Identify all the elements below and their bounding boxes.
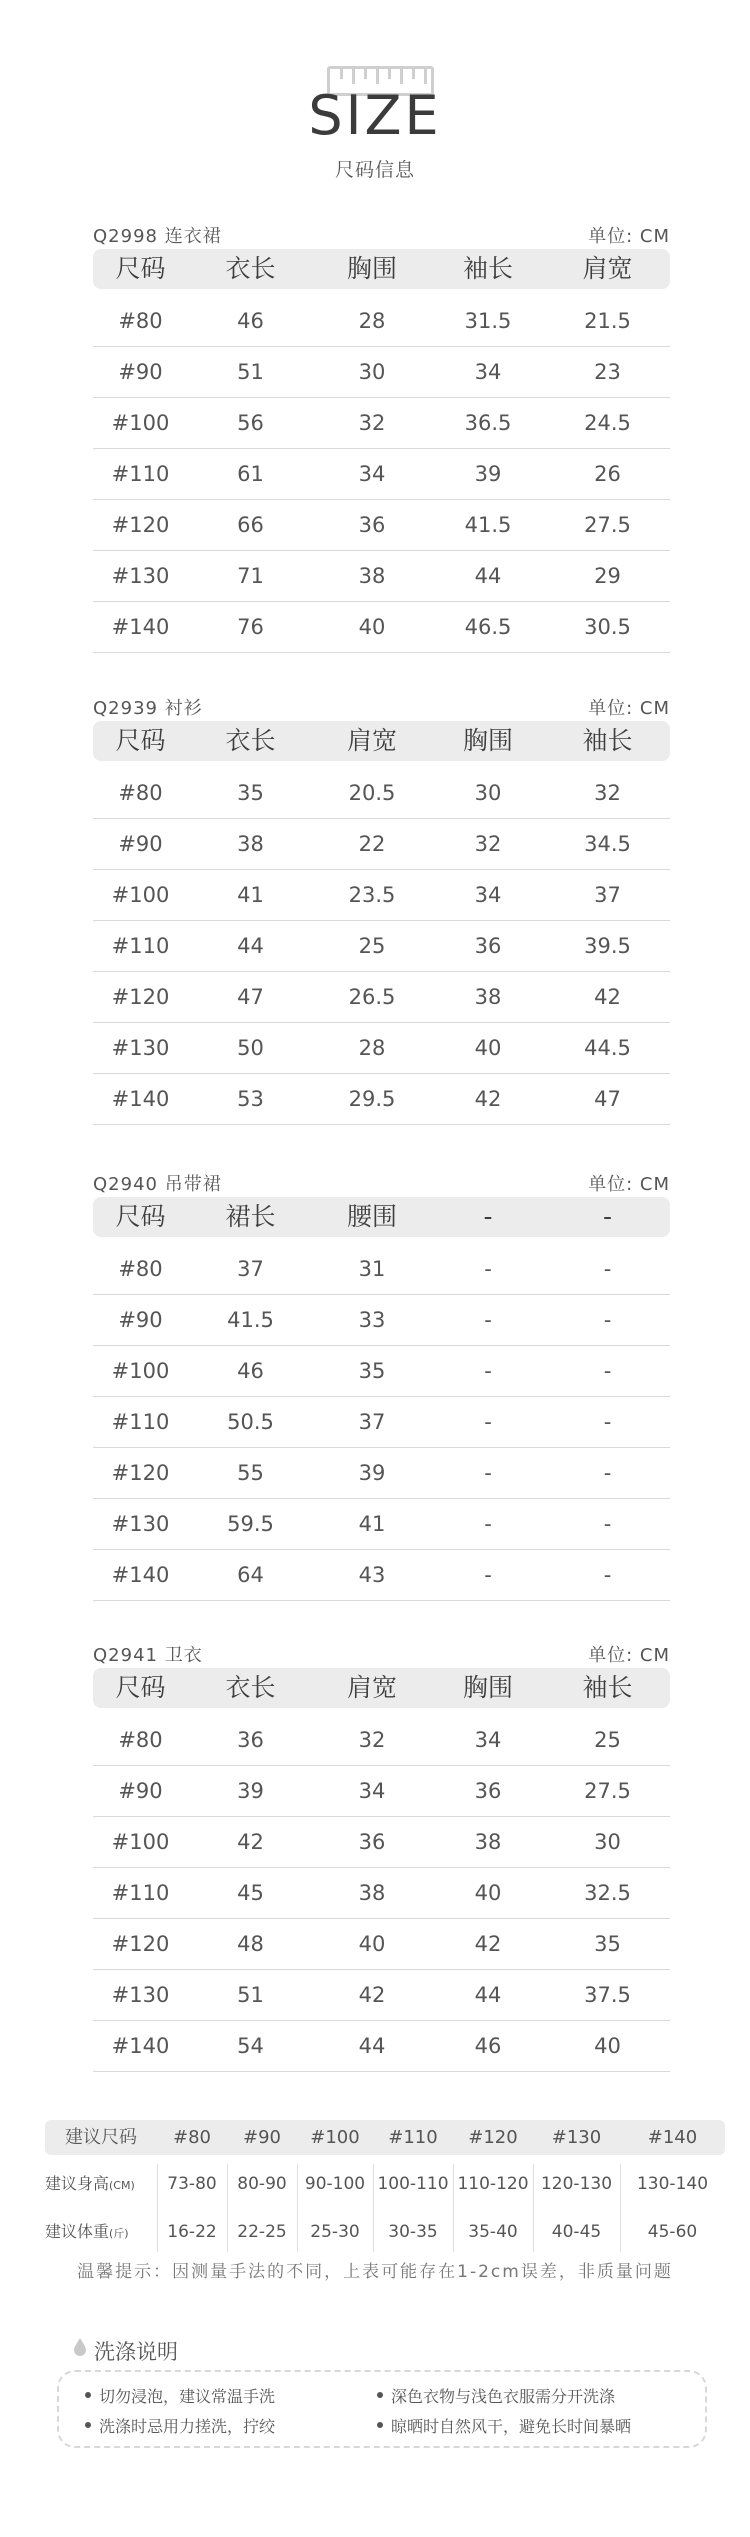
table-cell: 34: [474, 360, 502, 384]
table-cell: 22: [358, 832, 386, 856]
table-cell: #140: [111, 1087, 170, 1111]
table-cell: 28: [358, 309, 386, 333]
table-cell: 23: [594, 360, 621, 384]
table-cell: 46: [237, 309, 264, 333]
column-header: 肩宽: [346, 1673, 397, 1702]
table-row: [93, 1868, 670, 1919]
table-cell: 42: [594, 985, 621, 1009]
table-row: [93, 1448, 670, 1499]
table-cell: #80: [118, 781, 163, 805]
row-label: 建议体重(斤): [45, 2222, 129, 2241]
product-code: Q2941 卫衣: [93, 1645, 203, 1666]
column-header: 袖长: [582, 1673, 633, 1702]
wash-instructions-box: [57, 2370, 707, 2448]
column-header: 胸围: [462, 726, 513, 755]
table-row: [93, 1397, 670, 1448]
table-cell: 40-45: [551, 2222, 602, 2242]
column-divider: [533, 2164, 534, 2252]
column-header: #100: [310, 2127, 360, 2148]
table-cell: 20.5: [348, 781, 396, 805]
table-row: [93, 1074, 670, 1125]
column-header: 衣长: [225, 1673, 276, 1702]
table-row: [93, 1295, 670, 1346]
table-cell: 120-130: [540, 2174, 613, 2194]
column-header: 腰围: [346, 1202, 397, 1231]
table-cell: #110: [111, 1410, 170, 1434]
suggested-height-row: [45, 2160, 725, 2208]
table-cell: 23.5: [348, 883, 396, 907]
table-cell: 37: [594, 883, 621, 907]
table-cell: 46.5: [464, 615, 512, 639]
table-cell: 16-22: [167, 2222, 217, 2242]
table-row: [93, 1499, 670, 1550]
table-cell: 110-120: [457, 2174, 529, 2194]
table-cell: -: [484, 1512, 492, 1536]
table-header: [93, 721, 670, 761]
table-cell: 76: [237, 615, 264, 639]
table-cell: -: [484, 1461, 492, 1485]
table-cell: 36: [474, 934, 502, 958]
table-cell: 34.5: [584, 832, 631, 856]
table-cell: -: [603, 1410, 612, 1434]
table-row: [93, 768, 670, 819]
table-cell: 31.5: [464, 309, 512, 333]
product-code: Q2940 吊带裙: [93, 1174, 222, 1195]
column-header: 肩宽: [346, 726, 397, 755]
table-row: [93, 972, 670, 1023]
table-cell: -: [484, 1410, 492, 1434]
table-row: [93, 1346, 670, 1397]
table-cell: 30.5: [584, 615, 631, 639]
table-cell: 36.5: [464, 411, 512, 435]
table-cell: #120: [111, 985, 170, 1009]
table-cell: 48: [237, 1932, 264, 1956]
table-cell: 42: [237, 1830, 264, 1854]
table-cell: 40: [358, 1932, 386, 1956]
table-cell: 22-25: [237, 2222, 287, 2242]
table-cell: 80-90: [237, 2174, 287, 2194]
table-cell: 56: [237, 411, 264, 435]
table-cell: #110: [111, 1881, 170, 1905]
table-cell: #100: [111, 411, 170, 435]
table-row: [93, 296, 670, 347]
table-row: [93, 1919, 670, 1970]
table-cell: 37.5: [584, 1983, 631, 2007]
table-cell: 130-140: [636, 2174, 709, 2194]
table-cell: #120: [111, 1461, 170, 1485]
table-cell: 51: [237, 360, 264, 384]
column-divider: [373, 2164, 374, 2252]
table-cell: 41.5: [464, 513, 512, 537]
table-cell: #120: [111, 513, 170, 537]
wash-instruction: 深色衣物与浅色衣服需分开洗涤: [391, 2384, 615, 2407]
table-cell: 31: [358, 1257, 386, 1281]
table-cell: 26.5: [348, 985, 396, 1009]
table-cell: 45: [237, 1881, 264, 1905]
table-cell: 42: [358, 1983, 386, 2007]
table-cell: 25: [358, 934, 386, 958]
table-cell: -: [484, 1359, 492, 1383]
table-cell: 53: [237, 1087, 264, 1111]
table-cell: 30: [358, 360, 386, 384]
table-cell: 39: [474, 462, 502, 486]
table-cell: 45-60: [647, 2222, 698, 2242]
table-cell: 32: [358, 411, 386, 435]
table-cell: 32: [358, 1728, 386, 1752]
table-cell: 55: [237, 1461, 264, 1485]
table-cell: 71: [237, 564, 264, 588]
table-cell: 35: [358, 1359, 386, 1383]
table-cell: 50: [237, 1036, 264, 1060]
table-cell: 40: [474, 1036, 502, 1060]
table-cell: -: [484, 1563, 492, 1587]
wash-title-text: 洗涤说明: [94, 2340, 178, 2364]
table-cell: #80: [118, 309, 163, 333]
table-cell: 44.5: [584, 1036, 631, 1060]
table-row: [93, 347, 670, 398]
table-cell: 38: [474, 1830, 502, 1854]
table-cell: 38: [358, 564, 386, 588]
table-cell: -: [603, 1359, 612, 1383]
table-cell: 35-40: [468, 2222, 518, 2242]
table-cell: 36: [237, 1728, 264, 1752]
table-cell: 50.5: [227, 1410, 274, 1434]
table-cell: 36: [358, 513, 386, 537]
table-row: [93, 398, 670, 449]
column-header: -: [483, 1202, 493, 1231]
column-header: 尺码: [115, 1202, 166, 1231]
column-header: #110: [388, 2127, 438, 2148]
table-header: [93, 1668, 670, 1708]
table-cell: 35: [594, 1932, 621, 1956]
table-cell: 33: [358, 1308, 386, 1332]
table-cell: #130: [111, 1983, 170, 2007]
table-cell: #80: [118, 1257, 163, 1281]
column-header: #140: [647, 2127, 698, 2148]
column-header: #90: [243, 2127, 281, 2148]
column-header: #130: [551, 2127, 602, 2148]
table-cell: 29.5: [348, 1087, 396, 1111]
table-cell: 44: [358, 2034, 386, 2058]
table-cell: 44: [474, 564, 502, 588]
table-cell: 25: [594, 1728, 621, 1752]
table-row: [93, 870, 670, 921]
column-divider: [227, 2164, 228, 2252]
table-cell: 24.5: [584, 411, 631, 435]
unit-label: 单位: CM: [588, 698, 670, 719]
table-row: [93, 1244, 670, 1295]
column-header: 裙长: [225, 1202, 276, 1231]
table-cell: 38: [474, 985, 502, 1009]
water-drop-icon: [73, 2337, 87, 2357]
table-cell: 42: [474, 1932, 502, 1956]
table-cell: 34: [474, 883, 502, 907]
table-cell: #130: [111, 1512, 170, 1536]
table-cell: 51: [237, 1983, 264, 2007]
table-cell: #130: [111, 1036, 170, 1060]
table-cell: #100: [111, 883, 170, 907]
table-cell: 26: [594, 462, 621, 486]
table-cell: #120: [111, 1932, 170, 1956]
column-divider: [620, 2164, 621, 2252]
table-cell: 41: [358, 1512, 386, 1536]
column-header: 胸围: [346, 254, 397, 283]
table-cell: #140: [111, 2034, 170, 2058]
table-cell: #100: [111, 1830, 170, 1854]
table-cell: #90: [118, 1779, 163, 1803]
suggested-weight-row: [45, 2208, 725, 2256]
table-cell: 32: [474, 832, 502, 856]
table-cell: 43: [358, 1563, 386, 1587]
column-header: #80: [173, 2127, 211, 2148]
measurement-tip: 温馨提示：因测量手法的不同，上表可能存在1-2cm误差，非质量问题: [77, 2262, 673, 2282]
table-cell: #110: [111, 934, 170, 958]
table-row: [93, 500, 670, 551]
table-cell: 25-30: [310, 2222, 360, 2242]
table-cell: 46: [237, 1359, 264, 1383]
wash-instruction: 洗涤时忌用力搓洗，拧绞: [99, 2414, 275, 2437]
table-cell: #130: [111, 564, 170, 588]
table-row: [93, 1766, 670, 1817]
table-cell: #90: [118, 360, 163, 384]
table-cell: -: [484, 1257, 492, 1281]
table-cell: 29: [594, 564, 621, 588]
table-cell: 40: [474, 1881, 502, 1905]
table-cell: 40: [594, 2034, 621, 2058]
product-code: Q2998 连衣裙: [93, 226, 222, 247]
table-cell: 30: [594, 1830, 621, 1854]
table-cell: 90-100: [304, 2174, 366, 2194]
column-header: 袖长: [462, 254, 513, 283]
table-cell: 41: [237, 883, 264, 907]
table-row: [93, 602, 670, 653]
table-cell: 39.5: [584, 934, 631, 958]
table-cell: 44: [237, 934, 264, 958]
column-header: 尺码: [115, 726, 166, 755]
column-divider: [297, 2164, 298, 2252]
column-divider: [453, 2164, 454, 2252]
table-cell: 36: [474, 1779, 502, 1803]
table-row: [93, 819, 670, 870]
table-cell: #90: [118, 1308, 163, 1332]
table-cell: -: [603, 1461, 612, 1485]
column-header: 肩宽: [582, 254, 633, 283]
column-header: 衣长: [225, 726, 276, 755]
table-cell: 42: [474, 1087, 502, 1111]
table-cell: 32.5: [584, 1881, 631, 1905]
table-cell: 32: [594, 781, 621, 805]
table-cell: 21.5: [584, 309, 631, 333]
table-cell: 34: [358, 462, 386, 486]
column-header: 衣长: [225, 254, 276, 283]
table-row: [93, 921, 670, 972]
unit-label: 单位: CM: [588, 226, 670, 247]
table-cell: 28: [358, 1036, 386, 1060]
table-cell: 40: [358, 615, 386, 639]
table-cell: 34: [474, 1728, 502, 1752]
table-cell: #140: [111, 615, 170, 639]
table-row: [93, 1715, 670, 1766]
column-header: 尺码: [115, 254, 166, 283]
table-cell: -: [603, 1563, 612, 1587]
table-cell: 39: [237, 1779, 264, 1803]
table-cell: 27.5: [584, 1779, 631, 1803]
suggested-size-header: [45, 2120, 725, 2155]
table-header: [93, 1197, 670, 1237]
table-row: [93, 2021, 670, 2072]
table-cell: 34: [358, 1779, 386, 1803]
row-label: 建议身高(CM): [45, 2174, 135, 2193]
unit-label: 单位: CM: [588, 1174, 670, 1195]
column-header: 袖长: [582, 726, 633, 755]
product-code: Q2939 衬衫: [93, 698, 203, 719]
table-cell: 37: [358, 1410, 386, 1434]
table-cell: 44: [474, 1983, 502, 2007]
table-cell: #90: [118, 832, 163, 856]
column-header: #120: [468, 2127, 518, 2148]
table-row: [93, 551, 670, 602]
column-header: 胸围: [462, 1673, 513, 1702]
table-cell: -: [603, 1257, 612, 1281]
size-title: SIZE: [308, 84, 442, 147]
column-divider: [157, 2164, 158, 2252]
table-row: [93, 449, 670, 500]
table-cell: 64: [237, 1563, 264, 1587]
table-cell: 41.5: [227, 1308, 274, 1332]
table-cell: 38: [358, 1881, 386, 1905]
table-cell: 37: [237, 1257, 264, 1281]
table-row: [93, 1023, 670, 1074]
size-subtitle: 尺码信息: [334, 159, 415, 181]
table-cell: 30-35: [388, 2222, 438, 2242]
column-header: 建议尺码: [65, 2127, 137, 2148]
table-cell: 54: [237, 2034, 264, 2058]
table-cell: 30: [474, 781, 502, 805]
wash-instruction: 晾晒时自然风干，避免长时间暴晒: [391, 2414, 631, 2437]
table-cell: #110: [111, 462, 170, 486]
table-cell: 38: [237, 832, 264, 856]
table-cell: -: [603, 1308, 612, 1332]
wash-instruction: 切勿浸泡，建议常温手洗: [99, 2384, 275, 2407]
table-cell: 36: [358, 1830, 386, 1854]
table-cell: 27.5: [584, 513, 631, 537]
unit-label: 单位: CM: [588, 1645, 670, 1666]
table-cell: 59.5: [227, 1512, 274, 1536]
table-cell: #100: [111, 1359, 170, 1383]
table-cell: -: [603, 1512, 612, 1536]
table-row: [93, 1970, 670, 2021]
table-row: [93, 1550, 670, 1601]
size-header: [0, 55, 750, 185]
table-cell: 66: [237, 513, 264, 537]
table-cell: 39: [358, 1461, 386, 1485]
table-cell: 47: [594, 1087, 621, 1111]
table-cell: 46: [474, 2034, 502, 2058]
table-row: [93, 1817, 670, 1868]
table-cell: #80: [118, 1728, 163, 1752]
table-cell: 61: [237, 462, 264, 486]
table-cell: 35: [237, 781, 264, 805]
table-cell: -: [484, 1308, 492, 1332]
table-cell: #140: [111, 1563, 170, 1587]
table-cell: 47: [237, 985, 264, 1009]
column-header: 尺码: [115, 1673, 166, 1702]
column-header: -: [602, 1202, 613, 1231]
table-header: [93, 249, 670, 289]
table-cell: 73-80: [167, 2174, 217, 2194]
table-cell: 100-110: [377, 2174, 449, 2194]
